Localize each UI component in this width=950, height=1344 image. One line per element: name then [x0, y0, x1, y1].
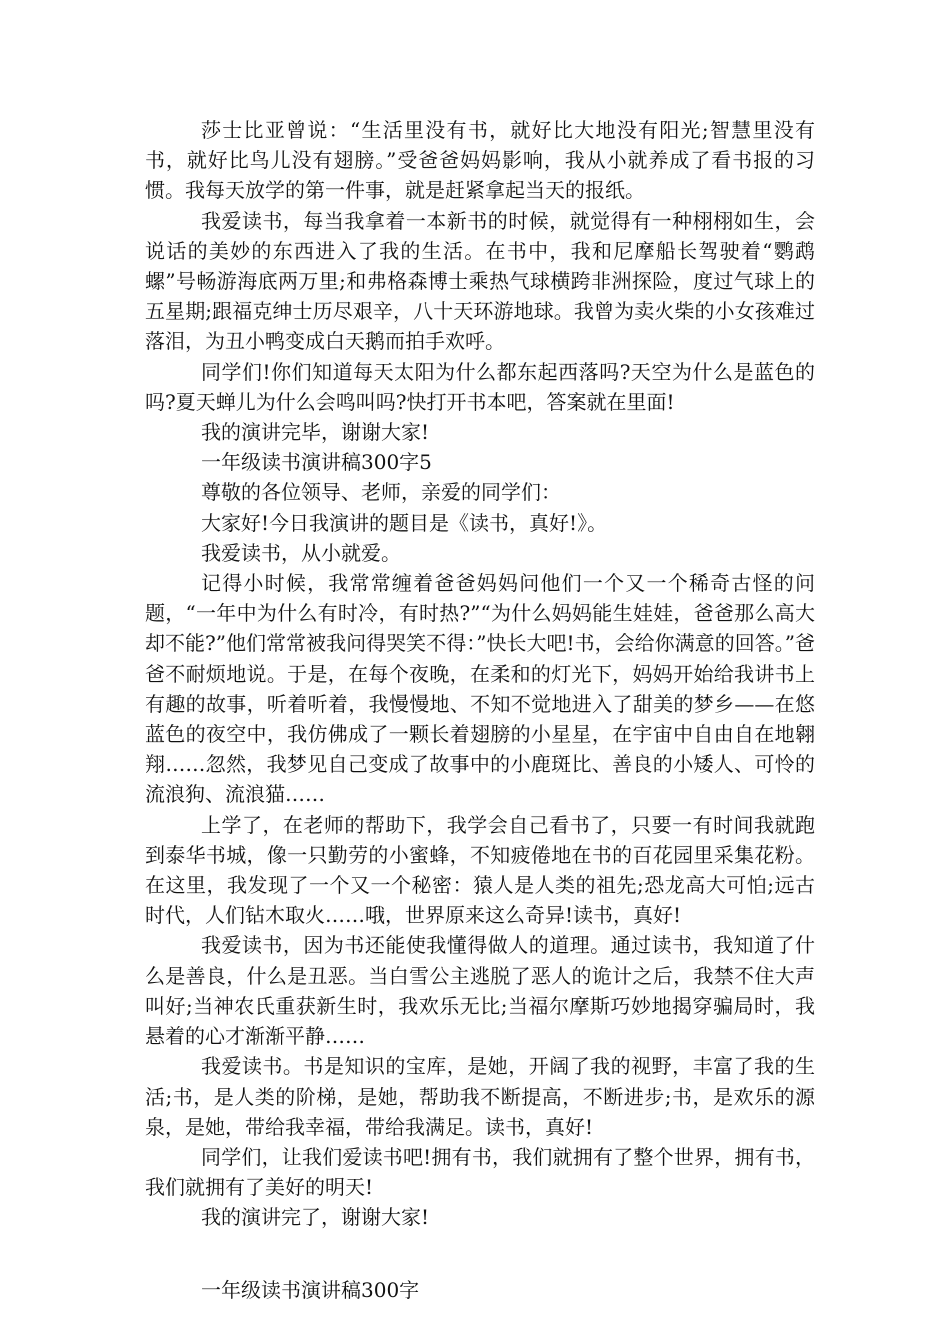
paragraph-call-to-action: 同学们，让我们爱读书吧!拥有书，我们就拥有了整个世界，拥有书，我们就拥有了美好的明天! [145, 1144, 815, 1200]
paragraph-moral-lessons: 我爱读书，因为书还能使我懂得做人的道理。通过读书，我知道了什么是善良，什么是丑恶。当白雪公主逃脱了恶人的诡计之后，我禁不住大声叫好;当神农氏重获新生时，我欢乐无比;当福尔摩斯巧妙地揭穿骗局时，我悬着的心才渐渐平静…… [145, 933, 815, 1049]
paragraph-shakespeare-quote: 莎士比亚曾说：“生活里没有书，就好比大地没有阳光;智慧里没有书，就好比鸟儿没有翅膀。”受爸爸妈妈影响，我从小就养成了看书报的习惯。我每天放学的第一件事，就是赶紧拿起当天的报纸。 [145, 118, 815, 203]
footer-title: 一年级读书演讲稿300字 [201, 1277, 420, 1302]
paragraph-closing-2: 我的演讲完了，谢谢大家! [201, 1205, 430, 1230]
section-heading: 一年级读书演讲稿300字5 [201, 450, 432, 475]
paragraph-school-reading: 上学了，在老师的帮助下，我学会自己看书了，只要一有时间我就跑到泰华书城，像一只勤劳的小蜜蜂，不知疲倦地在书的百花园里采集花粉。在这里，我发现了一个又一个秘密：猿人是人类的祖先;恐龙高大可怕;远古时代，人们钻木取火……哦，世界原来这么奇异!读书，真好! [145, 812, 815, 928]
blank-line [145, 1233, 815, 1275]
paragraph-treasure-of-knowledge: 我爱读书。书是知识的宝库，是她，开阔了我的视野，丰富了我的生活;书，是人类的阶梯，是她，帮助我不断提高，不断进步;书，是欢乐的源泉，是她，带给我幸福，带给我满足。读书，真好! [145, 1054, 815, 1139]
paragraph-love-since-childhood: 我爱读书，从小就爱。 [201, 540, 401, 565]
paragraph-love-reading: 我爱读书，每当我拿着一本新书的时候，就觉得有一种栩栩如生，会说话的美妙的东西进入了我的生活。在书中，我和尼摩船长驾驶着“鹦鹉螺”号畅游海底两万里;和弗格森博士乘热气球横跨非洲探险，度过气球上的五星期;跟福克绅士历尽艰辛，八十天环游地球。我曾为卖火柴的小女孩难过落泪，为丑小鸭变成白天鹅而拍手欢呼。 [145, 208, 815, 354]
paragraph-closing-1: 我的演讲完毕，谢谢大家! [201, 420, 430, 445]
paragraph-questions: 同学们!你们知道每天太阳为什么都东起西落吗?天空为什么是蓝色的吗?夏天蝉儿为什么会鸣叫吗?快打开书本吧，答案就在里面! [145, 359, 815, 414]
paragraph-childhood-memories: 记得小时候，我常常缠着爸爸妈妈问他们一个又一个稀奇古怪的问题，“一年中为什么有时冷，有时热?”“为什么妈妈能生娃娃，爸爸那么高大却不能?”他们常常被我问得哭笑不得：”快长大吧!书，会给你满意的回答。”爸爸不耐烦地说。于是，在每个夜晚，在柔和的灯光下，妈妈开始给我讲书上有趣的故事，听着听着，我慢慢地、不知不觉地进入了甜美的梦乡——在悠蓝色的夜空中，我仿佛成了一颗长着翅膀的小星星，在宇宙中自由自在地翱翔……忽然，我梦见自己变成了故事中的小鹿斑比、善良的小矮人、可怜的流浪狗、流浪猫…… [145, 571, 815, 807]
paragraph-salutation: 尊敬的各位领导、老师，亲爱的同学们： [201, 480, 561, 505]
paragraph-greeting: 大家好!今日我演讲的题目是《读书，真好!》。 [201, 510, 608, 535]
document-body [145, 115, 815, 1305]
